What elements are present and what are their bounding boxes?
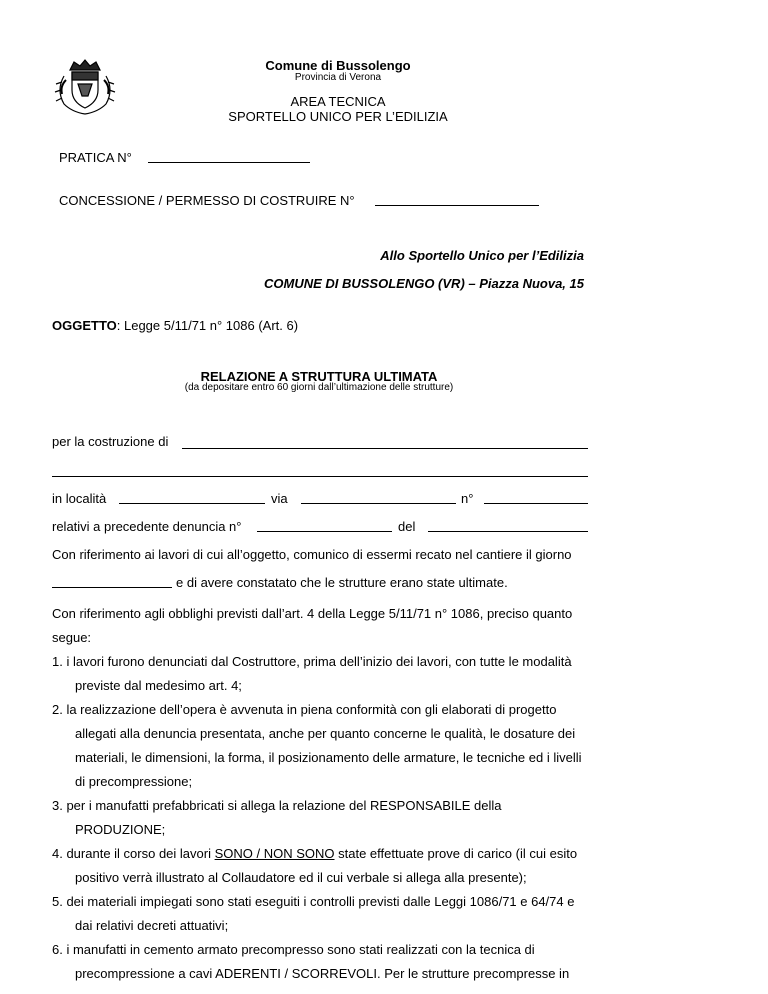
- list-item-4-cont: positivo verrà illustrato al Collaudatore ed il cui verbale si allega alla presente);: [75, 870, 527, 885]
- costruzione-label: per la costruzione di: [52, 434, 169, 449]
- list-item-6: 6. i manufatti in cemento armato precompresso sono stati realizzati con la tecnica di: [52, 942, 535, 957]
- list-item-2-cont-c: di precompressione;: [75, 774, 193, 789]
- paragraph-2-continued: segue:: [52, 630, 92, 645]
- document-title: RELAZIONE A STRUTTURA ULTIMATA: [200, 369, 438, 384]
- via-label: via: [271, 491, 288, 506]
- denuncia-label: relativi a precedente denuncia n°: [52, 519, 242, 534]
- costruzione-input-line[interactable]: [182, 448, 588, 449]
- paragraph-1: Con riferimento ai lavori di cui all’oggetto, comunico di essermi recato nel cantiere il giorno: [52, 547, 572, 562]
- list-item-5-cont: dai relativi decreti attuativi;: [75, 918, 229, 933]
- del-label: del: [398, 519, 416, 534]
- list-item-3: 3. per i manufatti prefabbricati si allega la relazione del RESPONSABILE della: [52, 798, 502, 813]
- localita-input-line[interactable]: [119, 503, 265, 504]
- sono-non-sono-option[interactable]: SONO / NON SONO: [214, 846, 335, 861]
- list-item-4: [52, 846, 577, 862]
- paragraph-2: Con riferimento agli obblighi previsti dall’art. 4 della Legge 5/11/71 n° 1086, preciso quanto: [52, 606, 573, 621]
- denuncia-input-line[interactable]: [257, 531, 392, 532]
- list-item-4-start: 4. durante il corso dei lavori: [52, 846, 215, 861]
- costruzione-input-line-2[interactable]: [52, 476, 588, 477]
- list-item-2-cont-a: allegati alla denuncia presentata, anche per quanto concerne le qualità, le dosature dei: [75, 726, 576, 741]
- list-item-2-cont-b: materiali, le dimensioni, la forma, il posizionamento delle armature, le tecniche ed i livelli: [75, 750, 582, 765]
- oggetto-line: [52, 318, 298, 334]
- list-item-5: 5. dei materiali impiegati sono stati eseguiti i controlli previsti dalle Leggi 1086/71 e 64/74 e: [52, 894, 575, 909]
- municipal-coat-of-arms-icon: [52, 56, 118, 118]
- concessione-input-line[interactable]: [375, 205, 539, 206]
- list-item-1-cont: previste dal medesimo art. 4;: [75, 678, 242, 693]
- localita-label: in località: [52, 491, 107, 506]
- pratica-input-line[interactable]: [148, 162, 310, 163]
- document-subtitle: (da depositare entro 60 giorni dall’ultimazione delle strutture): [184, 382, 454, 393]
- list-item-6-cont: precompressione a cavi ADERENTI / SCORREVOLI. Per le strutture precompresse in: [75, 966, 570, 981]
- paragraph-1-continued: e di avere constatato che le strutture erano state ultimate.: [176, 575, 508, 590]
- oggetto-text: : Legge 5/11/71 n° 1086 (Art. 6): [116, 318, 299, 333]
- recipient-line2: COMUNE DI BUSSOLENGO (VR) – Piazza Nuova, 15: [263, 276, 584, 291]
- sportello-label: SPORTELLO UNICO PER L’EDILIZIA: [228, 109, 448, 124]
- via-input-line[interactable]: [301, 503, 456, 504]
- list-item-1: 1. i lavori furono denunciati dal Costruttore, prima dell’inizio dei lavori, con tutte le modalità: [52, 654, 572, 669]
- concessione-label: CONCESSIONE / PERMESSO DI COSTRUIRE N°: [59, 193, 355, 208]
- numero-input-line[interactable]: [484, 503, 588, 504]
- del-input-line[interactable]: [428, 531, 588, 532]
- comune-title: Comune di Bussolengo: [265, 58, 411, 73]
- numero-label: n°: [461, 491, 474, 506]
- giorno-input-line[interactable]: [52, 587, 172, 588]
- list-item-3-cont: PRODUZIONE;: [75, 822, 166, 837]
- list-item-4-end: state effettuate prove di carico (il cui esito: [334, 846, 578, 861]
- recipient-line1: Allo Sportello Unico per l’Edilizia: [380, 248, 584, 263]
- pratica-label: PRATICA N°: [59, 150, 132, 165]
- oggetto-label: OGGETTO: [52, 318, 117, 333]
- area-tecnica-label: AREA TECNICA: [290, 94, 386, 109]
- provincia-label: Provincia di Verona: [294, 72, 382, 83]
- list-item-2: 2. la realizzazione dell’opera è avvenuta in piena conformità con gli elaborati di progetto: [52, 702, 557, 717]
